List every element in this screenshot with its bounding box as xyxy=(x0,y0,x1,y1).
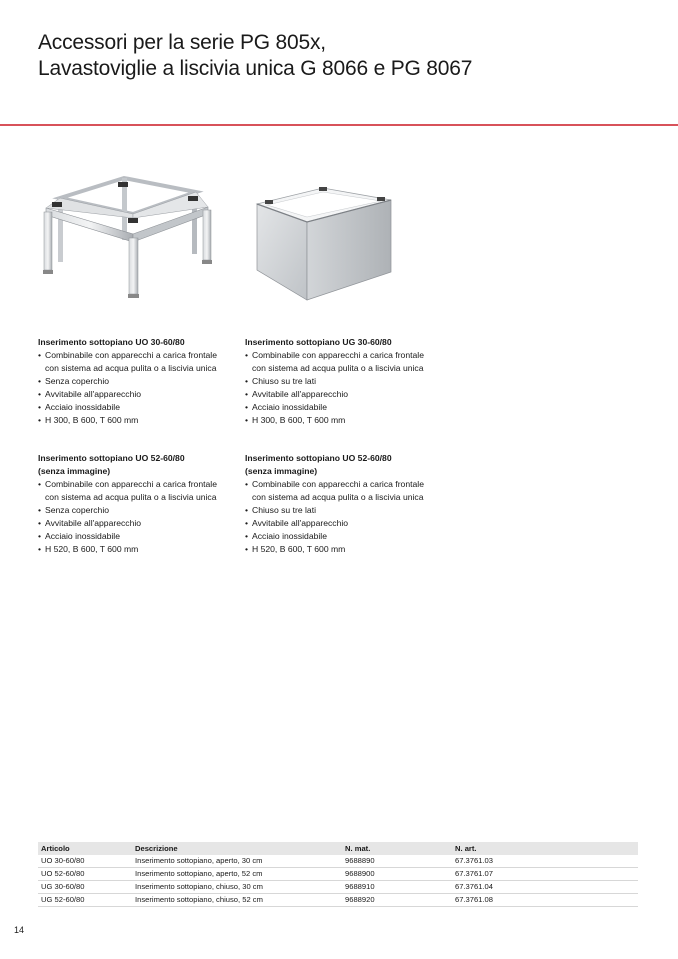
closed-base-stand-image xyxy=(245,182,395,304)
product-block-uo-52 xyxy=(38,452,233,556)
feature-item: • H 520, B 600, T 600 mm xyxy=(245,543,440,556)
feature-list xyxy=(245,478,440,556)
page-title xyxy=(38,30,472,82)
feature-item: • H 520, B 600, T 600 mm xyxy=(38,543,233,556)
table-cell: Inserimento sottopiano, chiuso, 30 cm xyxy=(132,881,342,894)
table-cell: 67.3761.04 xyxy=(452,881,638,894)
table-cell: UG 30-60/80 xyxy=(38,881,132,894)
feature-item: • Chiuso su tre lati xyxy=(245,375,440,388)
feature-item: • Avvitabile all'apparecchio xyxy=(245,388,440,401)
column-header-n-art: N. art. xyxy=(452,842,638,855)
feature-item: • Chiuso su tre lati xyxy=(245,504,440,517)
product-subtitle: (senza immagine) xyxy=(245,466,318,476)
table-cell: 9688920 xyxy=(342,894,452,907)
feature-item: • Senza coperchio xyxy=(38,375,233,388)
product-title: Inserimento sottopiano UG 30-60/80 xyxy=(245,337,392,347)
feature-item: • Acciaio inossidabile xyxy=(245,401,440,414)
table-row xyxy=(38,881,638,894)
column-header-articolo: Articolo xyxy=(38,842,132,855)
feature-item: • Combinabile con apparecchi a carica frontale con sistema ad acqua pulita o a liscivia unica xyxy=(38,478,233,504)
feature-list xyxy=(38,478,233,556)
page-number: 14 xyxy=(14,925,25,935)
feature-list xyxy=(38,349,233,427)
product-block-uo-30 xyxy=(38,336,233,427)
product-block-ug-30 xyxy=(245,336,440,427)
article-table xyxy=(38,842,638,907)
feature-item: • Avvitabile all'apparecchio xyxy=(245,517,440,530)
header-divider xyxy=(0,124,678,126)
product-title: Inserimento sottopiano UO 52-60/80 xyxy=(245,453,392,463)
table-cell: 67.3761.08 xyxy=(452,894,638,907)
feature-item: • Combinabile con apparecchi a carica frontale con sistema ad acqua pulita o a liscivia unica xyxy=(38,349,233,375)
feature-item: • Acciaio inossidabile xyxy=(38,530,233,543)
table-cell: 9688910 xyxy=(342,881,452,894)
table-cell: UG 52-60/80 xyxy=(38,894,132,907)
product-title: Inserimento sottopiano UO 52-60/80 xyxy=(38,453,185,463)
table-cell: 9688900 xyxy=(342,868,452,881)
feature-item: • Combinabile con apparecchi a carica frontale con sistema ad acqua pulita o a liscivia unica xyxy=(245,478,440,504)
table-cell: 67.3761.03 xyxy=(452,855,638,868)
product-subtitle: (senza immagine) xyxy=(38,466,111,476)
open-frame-stand-image xyxy=(38,152,220,304)
table-cell: 9688890 xyxy=(342,855,452,868)
table-cell: Inserimento sottopiano, aperto, 30 cm xyxy=(132,855,342,868)
product-block-ug-52 xyxy=(245,452,440,556)
table-row xyxy=(38,855,638,868)
table-row xyxy=(38,868,638,881)
product-title: Inserimento sottopiano UO 30-60/80 xyxy=(38,337,185,347)
feature-item: • Acciaio inossidabile xyxy=(245,530,440,543)
column-header-descrizione: Descrizione xyxy=(132,842,342,855)
table-row xyxy=(38,894,638,907)
page-title-line-2: Lavastoviglie a liscivia unica G 8066 e PG 8067 xyxy=(38,57,473,80)
feature-item: • Avvitabile all'apparecchio xyxy=(38,388,233,401)
page-title-line-1: Accessori per la serie PG 805x, xyxy=(38,31,326,54)
table-cell: Inserimento sottopiano, chiuso, 52 cm xyxy=(132,894,342,907)
feature-item: • Senza coperchio xyxy=(38,504,233,517)
feature-item: • H 300, B 600, T 600 mm xyxy=(38,414,233,427)
table-cell: UO 52-60/80 xyxy=(38,868,132,881)
feature-item: • H 300, B 600, T 600 mm xyxy=(245,414,440,427)
column-header-n-mat: N. mat. xyxy=(342,842,452,855)
feature-item: • Combinabile con apparecchi a carica frontale con sistema ad acqua pulita o a liscivia unica xyxy=(245,349,440,375)
feature-item: • Acciaio inossidabile xyxy=(38,401,233,414)
feature-item: • Avvitabile all'apparecchio xyxy=(38,517,233,530)
table-cell: UO 30-60/80 xyxy=(38,855,132,868)
feature-list xyxy=(245,349,440,427)
table-header-row xyxy=(38,842,638,855)
table-cell: 67.3761.07 xyxy=(452,868,638,881)
table-cell: Inserimento sottopiano, aperto, 52 cm xyxy=(132,868,342,881)
